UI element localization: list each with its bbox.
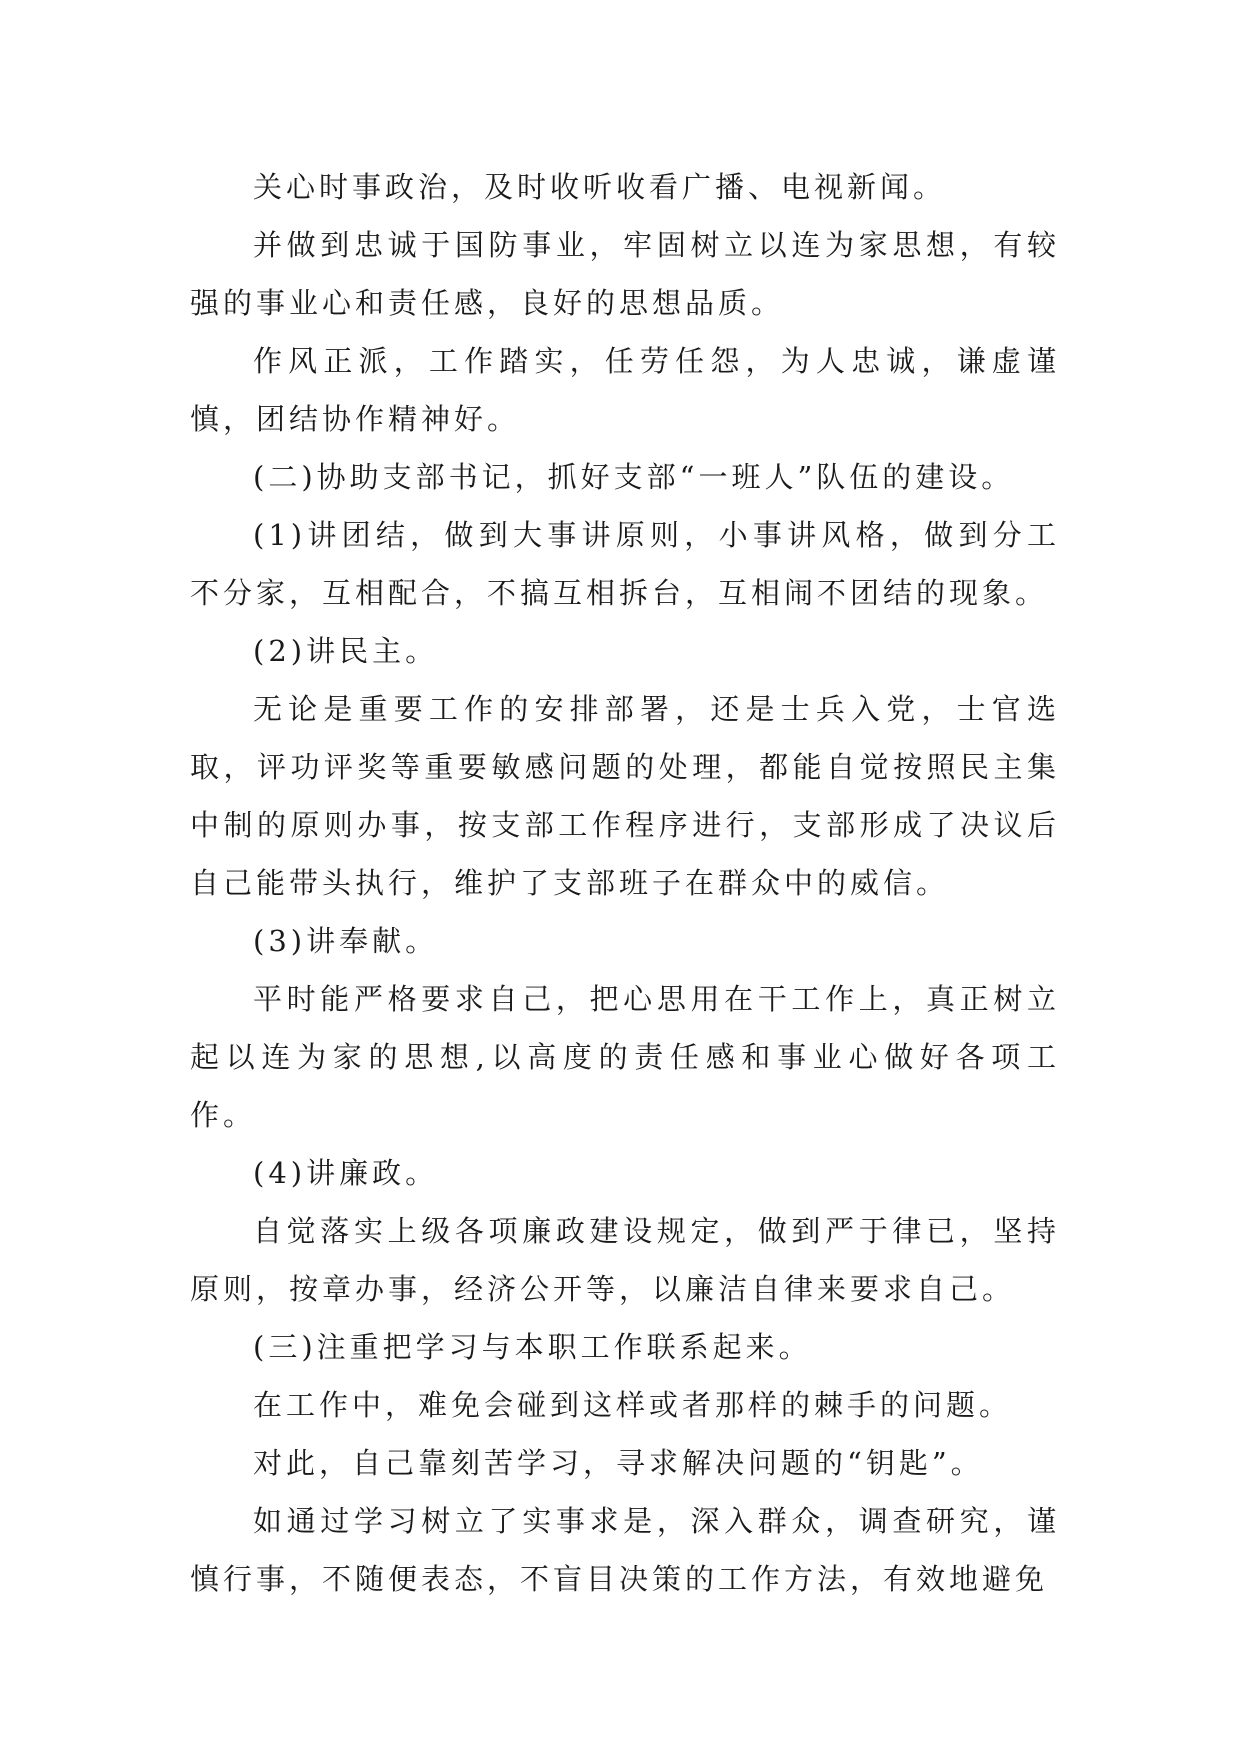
paragraph: (3)讲奉献。: [253, 924, 439, 958]
paragraph: 如通过学习树立了实事求是，深入群众，调查研究，谨慎行事，不随便表态，不盲目决策的工作方法，有效地避免: [190, 1504, 1060, 1596]
paragraph: (二)协助支部书记，抓好支部“一班人”队伍的建设。: [253, 460, 1015, 494]
paragraph: (1)讲团结，做到大事讲原则，小事讲风格，做到分工不分家，互相配合，不搞互相拆台，互相闹不团结的现象。: [190, 518, 1060, 610]
paragraph: 在工作中，难免会碰到这样或者那样的棘手的问题。: [253, 1388, 1013, 1422]
paragraph: 自觉落实上级各项廉政建设规定，做到严于律已，坚持原则，按章办事，经济公开等，以廉洁自律来要求自己。: [190, 1214, 1060, 1306]
paragraph: (4)讲廉政。: [253, 1156, 439, 1190]
paragraph: 并做到忠诚于国防事业，牢固树立以连为家思想，有较强的事业心和责任感，良好的思想品质。: [190, 228, 1060, 320]
paragraph: 无论是重要工作的安排部署，还是士兵入党，士官选取，评功评奖等重要敏感问题的处理，都能自觉按照民主集中制的原则办事，按支部工作程序进行，支部形成了决议后自己能带头执行，维护了支部班子在群众中的威信。: [190, 692, 1060, 900]
paragraph: 对此，自己靠刻苦学习，寻求解决问题的“钥匙”。: [253, 1446, 984, 1480]
paragraph: (三)注重把学习与本职工作联系起来。: [253, 1330, 812, 1364]
paragraph: 平时能严格要求自己，把心思用在干工作上，真正树立起以连为家的思想,以高度的责任感和事业心做好各项工作。: [190, 982, 1060, 1132]
paragraph: 关心时事政治，及时收听收看广播、电视新闻。: [253, 170, 947, 204]
paragraph: 作风正派，工作踏实，任劳任怨，为人忠诚，谦虚谨慎，团结协作精神好。: [190, 344, 1060, 436]
paragraph: (2)讲民主。: [253, 634, 439, 668]
document-body: [190, 158, 1060, 1608]
